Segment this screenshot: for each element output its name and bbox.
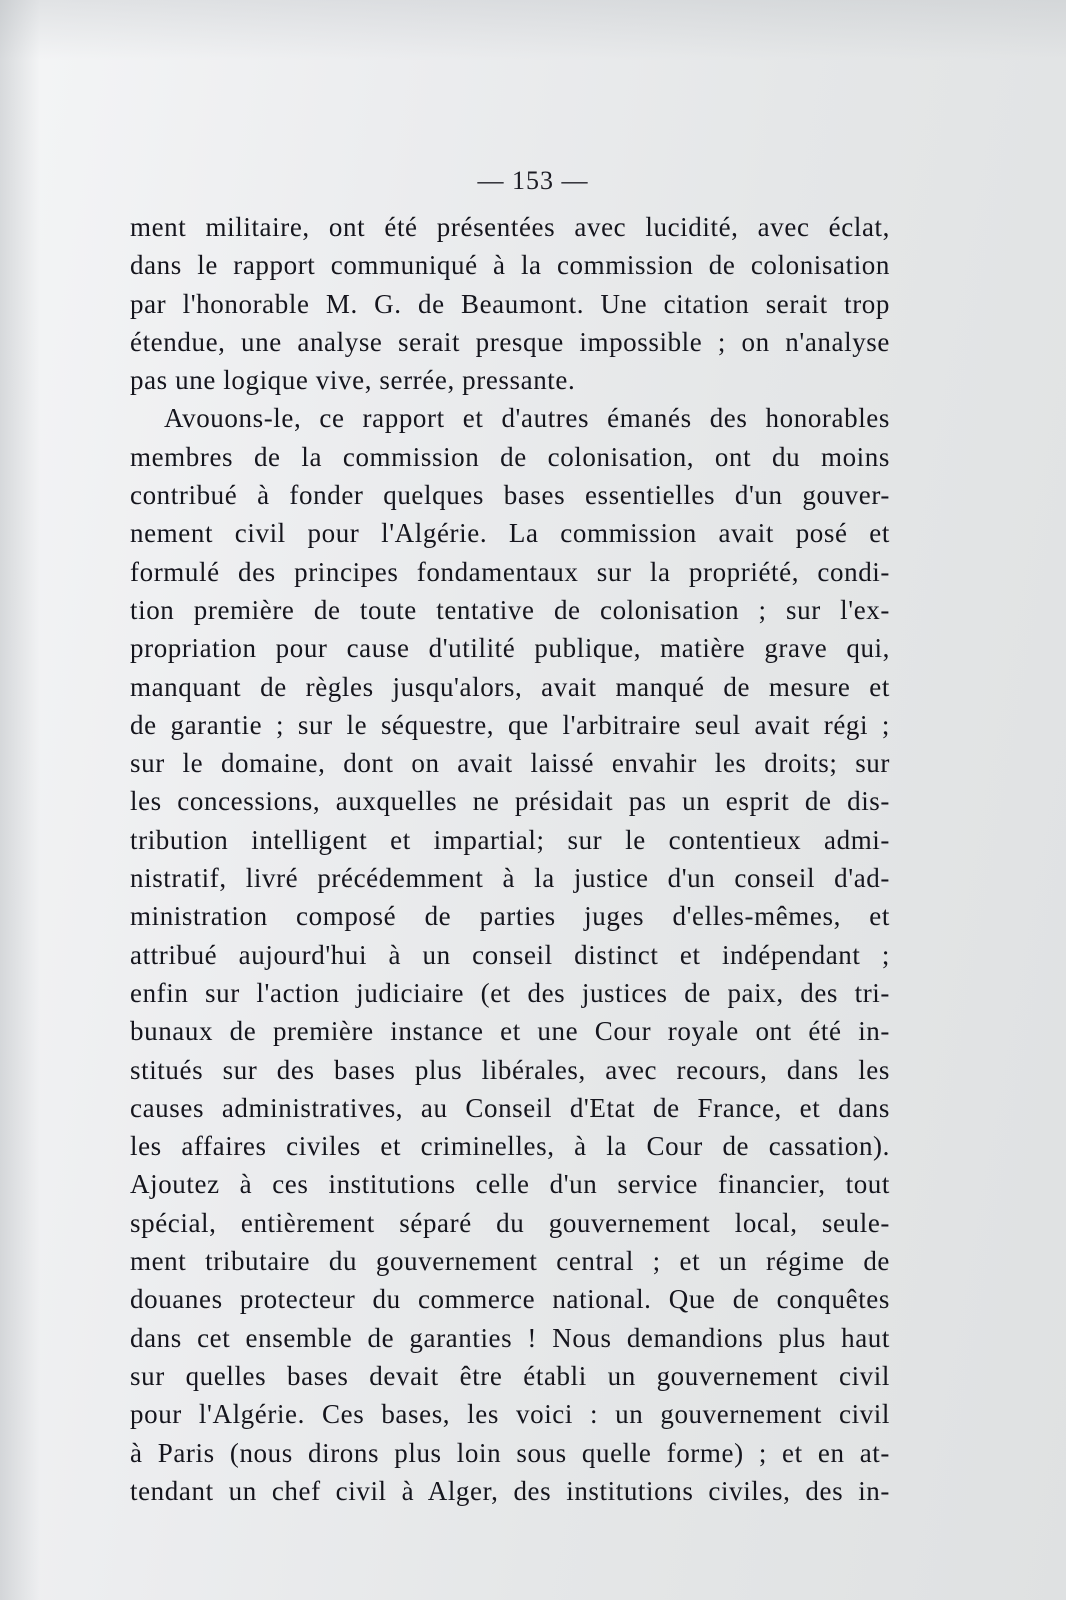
text-line: pour l'Algérie. Ces bases, les voici : un gouvernement civil [130, 1399, 890, 1430]
text-line: dans le rapport communiqué à la commission de colonisation [130, 250, 890, 281]
text-line: bunaux de première instance et une Cour royale ont été in- [130, 1016, 890, 1047]
text-line: de garantie ; sur le séquestre, que l'arbitraire seul avait régi ; [130, 709, 890, 740]
text-line: nistratif, livré précédemment à la justice d'un conseil d'ad- [130, 863, 890, 894]
text-line: les concessions, auxquelles ne présidait pas un esprit de dis- [130, 786, 890, 817]
text-line: ment tributaire du gouvernement central ; et un régime de [130, 1246, 890, 1277]
text-line: Ajoutez à ces institutions celle d'un service financier, tout [130, 1169, 890, 1200]
text-line: spécial, entièrement séparé du gouvernement local, seule- [130, 1207, 890, 1238]
text-line: tribution intelligent et impartial; sur le contentieux admi- [130, 824, 890, 855]
page-number: — 153 — [477, 166, 589, 195]
text-line: propriation pour cause d'utilité publique, matière grave qui, [130, 633, 890, 664]
text-line: contribué à fonder quelques bases essentielles d'un gouver- [130, 480, 890, 511]
text-line: tion première de toute tentative de colonisation ; sur l'ex- [130, 594, 890, 625]
text-line: étendue, une analyse serait presque impossible ; on n'analyse [130, 326, 890, 357]
page-top-shadow [0, 0, 1066, 60]
text-line: formulé des principes fondamentaux sur la propriété, condi- [130, 556, 890, 587]
body-text [130, 208, 890, 1510]
text-line: pas une logique vive, serrée, pressante. [130, 365, 576, 396]
text-line: attribué aujourd'hui à un conseil distinct et indépendant ; [130, 939, 890, 970]
text-line: membres de la commission de colonisation, ont du moins [130, 441, 890, 472]
text-line: dans cet ensemble de garanties ! Nous demandions plus haut [130, 1322, 890, 1353]
text-line: douanes protecteur du commerce national. Que de conquêtes [130, 1284, 890, 1315]
text-line: enfin sur l'action judiciaire (et des justices de paix, des tri- [130, 977, 890, 1008]
text-line: à Paris (nous dirons plus loin sous quelle forme) ; et en at- [130, 1437, 890, 1468]
text-line: stitués sur des bases plus libérales, avec recours, dans les [130, 1054, 890, 1085]
text-line: les affaires civiles et criminelles, à la Cour de cassation). [130, 1131, 890, 1162]
text-line: nement civil pour l'Algérie. La commission avait posé et [130, 518, 890, 549]
text-line: sur quelles bases devait être établi un gouvernement civil [130, 1360, 890, 1391]
text-line: par l'honorable M. G. de Beaumont. Une citation serait trop [130, 288, 890, 319]
text-line: ministration composé de parties juges d'elles-mêmes, et [130, 901, 890, 932]
page-fold-shadow [0, 0, 40, 1600]
text-line: sur le domaine, dont on avait laissé envahir les droits; sur [130, 748, 890, 779]
text-line: ment militaire, ont été présentées avec lucidité, avec éclat, [130, 212, 890, 242]
text-line: Avouons-le, ce rapport et d'autres émanés des honorables [164, 403, 890, 434]
text-line: tendant un chef civil à Alger, des institutions civiles, des in- [130, 1475, 890, 1506]
text-line: causes administratives, au Conseil d'Etat de France, et dans [130, 1092, 890, 1123]
text-line: manquant de règles jusqu'alors, avait manqué de mesure et [130, 671, 890, 702]
